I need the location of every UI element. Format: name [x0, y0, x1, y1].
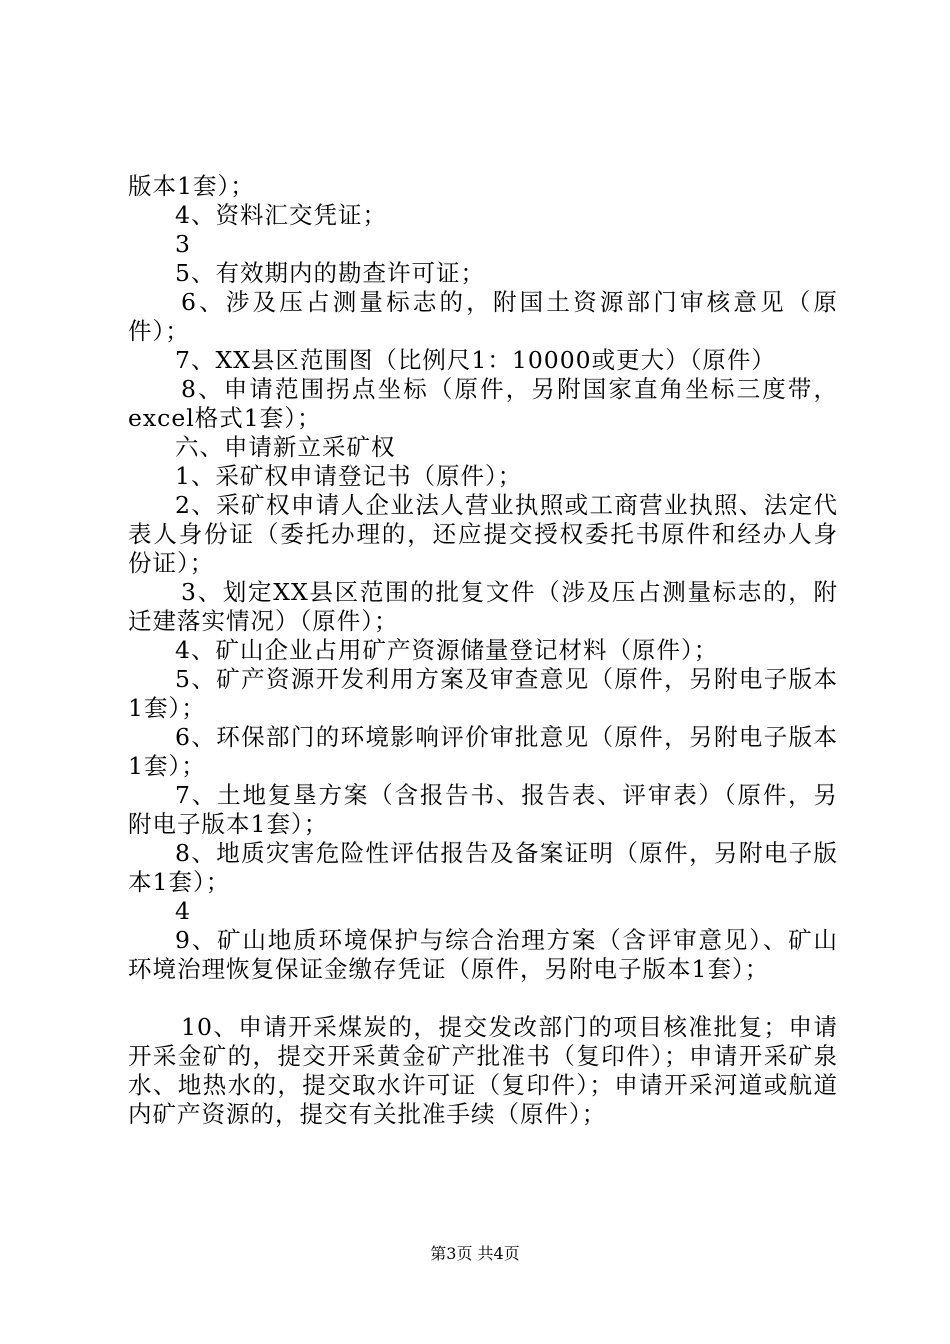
paragraph-item-6-survey-marker: 6、涉及压占测量标志的，附国土资源部门审核意见（原件）； [128, 288, 838, 345]
paragraph-item-5-development-plan: 5、矿产资源开发利用方案及审查意见（原件，另附电子版本1套）； [128, 665, 838, 722]
inline-page-number: 3 [175, 230, 191, 258]
paragraph-item-4-archive-voucher: 4、资料汇交凭证； [175, 201, 387, 229]
paragraph-item-4-reserve-registration: 4、矿山企业占用矿产资源储量登记材料（原件）； [175, 636, 719, 664]
paragraph-item-7-land-reclamation: 7、土地复垦方案（含报告书、报告表、评审表）（原件，另附电子版本1套）； [128, 781, 838, 838]
page-footer: 第3页 共4页 [430, 1244, 520, 1263]
paragraph-item-8-coordinates: 8、申请范围拐点坐标（原件，另附国家直角坐标三度带，excel格式1套）； [128, 375, 838, 432]
paragraph-item-8-geohazard-report: 8、地质灾害危险性评估报告及备案证明（原件，另附电子版本1套）； [128, 839, 838, 896]
paragraph-item-3-approval-document: 3、划定XX县区范围的批复文件（涉及压占测量标志的，附迁建落实情况）（原件）； [128, 578, 838, 635]
paragraph-item-7-area-map: 7、XX县区范围图（比例尺1：10000或更大）（原件） [175, 346, 776, 374]
paragraph-item-1-application-form: 1、采矿权申请登记书（原件）； [175, 462, 523, 490]
paragraph-item-6-environmental-assessment: 6、环保部门的环境影响评价审批意见（原件，另附电子版本1套）； [128, 723, 838, 780]
paragraph-item-9-geo-environment-plan: 9、矿山地质环境保护与综合治理方案（含评审意见）、矿山环境治理恢复保证金缴存凭证（原件，另附电子版本1套）； [128, 926, 838, 983]
paragraph-item-10-special-approvals: 10、申请开采煤炭的，提交发改部门的项目核准批复；申请开采金矿的，提交开采黄金矿产批准书（复印件）；申请开采矿泉水、地热水的，提交取水许可证（复印件）；申请开采河道或航道内矿产资源的，提交有关批准手续（原件）； [128, 1013, 838, 1128]
inline-page-number: 4 [175, 897, 191, 925]
paragraph-spacer [128, 984, 838, 1013]
paragraph-item-2-business-license: 2、采矿权申请人企业法人营业执照或工商营业执照、法定代表人身份证（委托办理的，还应提交授权委托书原件和经办人身份证）； [128, 491, 838, 577]
paragraph-continuation: 版本1套）； [128, 172, 255, 200]
paragraph-item-5-exploration-license: 5、有效期内的勘查许可证； [175, 259, 485, 287]
section-heading-new-mining-right: 六、申请新立采矿权 [175, 433, 396, 461]
document-body [128, 172, 838, 1129]
